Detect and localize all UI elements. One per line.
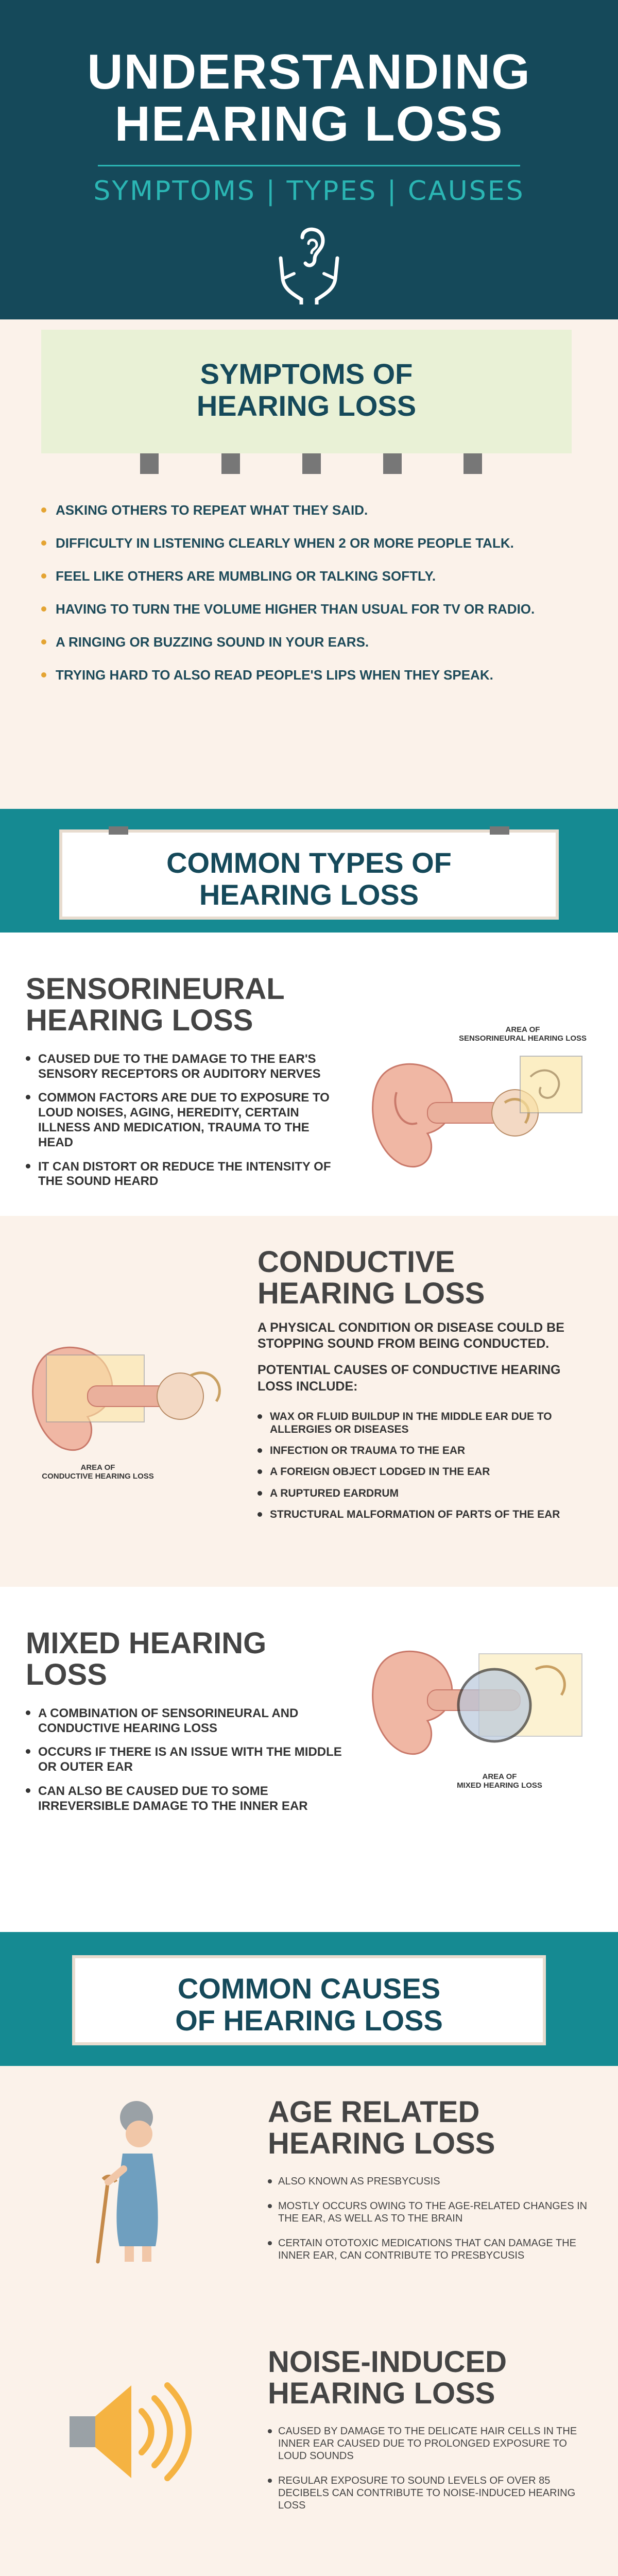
hero-header bbox=[0, 0, 618, 319]
types-card bbox=[59, 829, 559, 920]
tab-decoration bbox=[383, 453, 402, 474]
list-item: CERTAIN OTOTOXIC MEDICATIONS THAT CAN DAMAGE THE INNER EAR, CAN CONTRIBUTE TO PRESBYCUSIS bbox=[268, 2237, 597, 2262]
age-related-title: AGE RELATED HEARING LOSS bbox=[268, 2095, 495, 2160]
list-item: A COMBINATION OF SENSORINEURAL AND CONDUCTIVE HEARING LOSS bbox=[26, 1706, 345, 1736]
list-item: HAVING TO TURN THE VOLUME HIGHER THAN USUAL FOR TV OR RADIO. bbox=[41, 601, 577, 617]
list-item: WAX OR FLUID BUILDUP IN THE MIDDLE EAR DUE TO ALLERGIES OR DISEASES bbox=[258, 1410, 592, 1436]
mixed-section bbox=[0, 1587, 618, 1932]
ear-anatomy-icon bbox=[366, 1633, 592, 1770]
conductive-title: CONDUCTIVE HEARING LOSS bbox=[258, 1245, 485, 1310]
list-item: DIFFICULTY IN LISTENING CLEARLY WHEN 2 OR MORE PEOPLE TALK. bbox=[41, 535, 577, 551]
noise-induced-title: NOISE-INDUCED HEARING LOSS bbox=[268, 2345, 507, 2410]
page-subtitle: SYMPTOMS | TYPES | CAUSES bbox=[93, 175, 525, 207]
list-item: FEEL LIKE OTHERS ARE MUMBLING OR TALKING SOFTLY. bbox=[41, 568, 577, 584]
noise-induced-list bbox=[268, 2425, 597, 2512]
elderly-person-icon bbox=[93, 2097, 170, 2269]
list-item: A RINGING OR BUZZING SOUND IN YOUR EARS. bbox=[41, 634, 577, 650]
mixed-area-label: AREA OF MIXED HEARING LOSS bbox=[457, 1772, 542, 1790]
age-related-cause bbox=[268, 2097, 597, 2274]
title-divider bbox=[98, 165, 520, 166]
types-header bbox=[0, 809, 618, 933]
list-item: COMMON FACTORS ARE DUE TO EXPOSURE TO LOUD NOISES, AGING, HEREDITY, CERTAIN ILLNESS AND MEDICATION, TRAUMA TO THE HEAD bbox=[26, 1091, 345, 1150]
speaker-sound-icon bbox=[64, 2375, 198, 2491]
ear-in-hands-icon bbox=[0, 227, 618, 307]
conductive-intro: A PHYSICAL CONDITION OR DISEASE COULD BE STOPPING SOUND FROM BEING CONDUCTED. bbox=[258, 1320, 564, 1351]
pin-decoration bbox=[109, 826, 128, 835]
types-title: COMMON TYPES OF HEARING LOSS bbox=[166, 846, 452, 911]
conductive-list bbox=[258, 1410, 592, 1521]
list-item: TRYING HARD TO ALSO READ PEOPLE'S LIPS WHEN THEY SPEAK. bbox=[41, 667, 577, 683]
list-item: CAN ALSO BE CAUSED DUE TO SOME IRREVERSIBLE DAMAGE TO THE INNER EAR bbox=[26, 1784, 345, 1814]
list-item: ALSO KNOWN AS PRESBYCUSIS bbox=[268, 2175, 597, 2188]
list-item: MOSTLY OCCURS OWING TO THE AGE-RELATED CHANGES IN THE EAR, AS WELL AS TO THE BRAIN bbox=[268, 2200, 597, 2225]
causes-header bbox=[0, 1932, 618, 2066]
conductive-causes-heading: POTENTIAL CAUSES OF CONDUCTIVE HEARING LOSS INCLUDE: bbox=[258, 1363, 561, 1394]
causes-card bbox=[72, 1955, 546, 2045]
list-item: INFECTION OR TRAUMA TO THE EAR bbox=[258, 1444, 592, 1457]
list-item: OCCURS IF THERE IS AN ISSUE WITH THE MIDDLE OR OUTER EAR bbox=[26, 1745, 345, 1775]
banner-tabs bbox=[0, 453, 618, 477]
age-related-list bbox=[268, 2175, 597, 2262]
symptoms-banner bbox=[41, 330, 572, 453]
tab-decoration bbox=[140, 453, 159, 474]
noise-induced-cause bbox=[268, 2347, 597, 2524]
list-item: IT CAN DISTORT OR REDUCE THE INTENSITY OF THE SOUND HEARD bbox=[26, 1160, 345, 1190]
page-title: UNDERSTANDING HEARING LOSS bbox=[87, 44, 531, 151]
pin-decoration bbox=[490, 826, 509, 835]
conductive-area-label: AREA OF CONDUCTIVE HEARING LOSS bbox=[42, 1463, 154, 1481]
causes-title: COMMON CAUSES OF HEARING LOSS bbox=[175, 1972, 443, 2037]
tab-decoration bbox=[221, 453, 240, 474]
sensorineural-area-label: AREA OF SENSORINEURAL HEARING LOSS bbox=[458, 1025, 587, 1043]
list-item: A FOREIGN OBJECT LODGED IN THE EAR bbox=[258, 1465, 592, 1478]
tab-decoration bbox=[302, 453, 321, 474]
sensorineural-list bbox=[26, 1052, 345, 1189]
mixed-title: MIXED HEARING LOSS bbox=[26, 1626, 267, 1691]
list-item: CAUSED DUE TO THE DAMAGE TO THE EAR'S SENSORY RECEPTORS OR AUDITORY NERVES bbox=[26, 1052, 345, 1082]
sensorineural-section bbox=[0, 933, 618, 1216]
sensorineural-title: SENSORINEURAL HEARING LOSS bbox=[26, 972, 285, 1037]
list-item: REGULAR EXPOSURE TO SOUND LEVELS OF OVER 85 DECIBELS CAN CONTRIBUTE TO NOISE-INDUCED HEARING LOSS bbox=[268, 2475, 597, 2512]
symptoms-list bbox=[0, 477, 618, 683]
conductive-section bbox=[0, 1216, 618, 1587]
list-item: ASKING OTHERS TO REPEAT WHAT THEY SAID. bbox=[41, 502, 577, 518]
symptoms-section bbox=[0, 319, 618, 809]
mixed-list bbox=[26, 1706, 345, 1814]
list-item: A RUPTURED EARDRUM bbox=[258, 1487, 592, 1500]
list-item: STRUCTURAL MALFORMATION OF PARTS OF THE EAR bbox=[258, 1508, 592, 1521]
list-item: CAUSED BY DAMAGE TO THE DELICATE HAIR CELLS IN THE INNER EAR CAUSED DUE TO PROLONGED EXPOSURE TO LOUD SOUNDS bbox=[268, 2425, 597, 2462]
symptoms-title: SYMPTOMS OF HEARING LOSS bbox=[196, 358, 417, 422]
ear-anatomy-icon bbox=[360, 1046, 587, 1182]
ear-anatomy-icon bbox=[26, 1334, 232, 1461]
causes-section bbox=[0, 2066, 618, 2576]
tab-decoration bbox=[464, 453, 482, 474]
